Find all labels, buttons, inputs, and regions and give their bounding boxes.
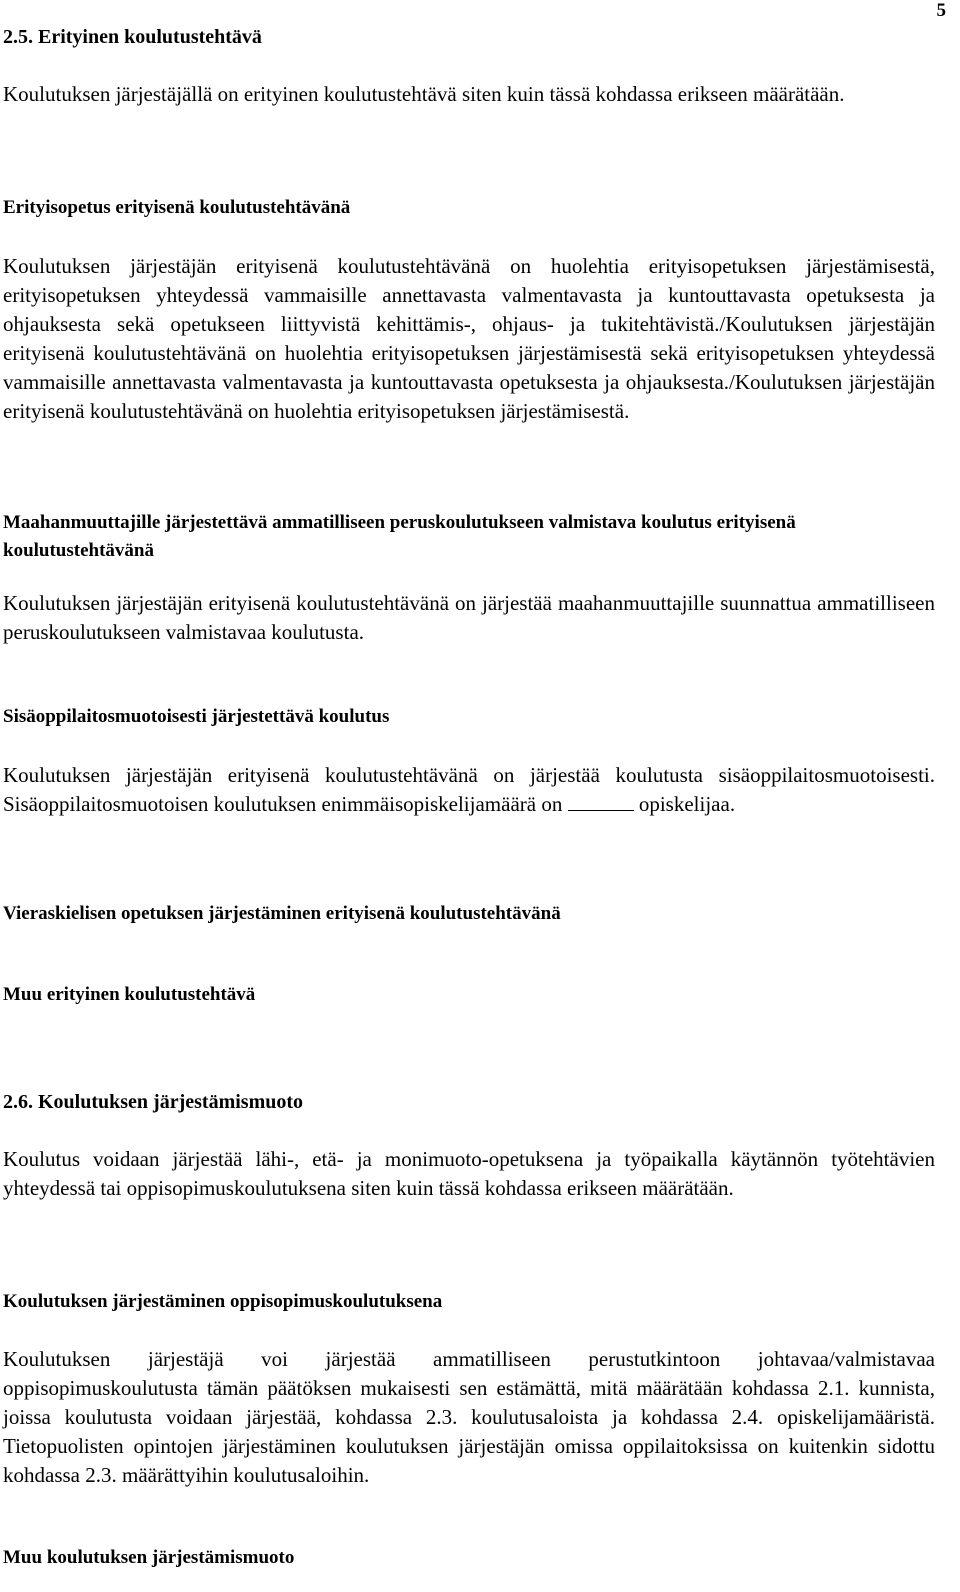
erityisopetus-text: Koulutuksen järjestäjän erityisenä koulutustehtävänä on huolehtia erityisopetuksen järjestämisestä, erityisopetuksen yhteydessä vammaisille annettavasta valmentavasta ja kuntouttavasta opetuksesta ja ohjauksesta sekä opetukseen liittyvistä kehittämis-, ohjaus- ja tukitehtävistä./Koulutuksen järjestäjän erityisenä koulutustehtävänä on huolehtia erityisopetuksen järjestämisestä sekä erityisopetuksen yhteydessä vammaisille annettavasta valmentavasta ja kuntouttavasta opetuksesta ja ohjauksesta./Koulutuksen järjestäjän erityisenä koulutustehtävänä on huolehtia erityisopetuksen järjestämisestä. <box>3 254 935 423</box>
section-2-6-text: Koulutus voidaan järjestää lähi-, etä- ja monimuoto-opetuksena ja työpaikalla käytännön työtehtävien yhteydessä tai oppisopimuskoulutuksena siten kuin tässä kohdassa erikseen määrätään. <box>3 1147 935 1200</box>
erityisopetus-heading: Erityisopetus erityisenä koulutustehtävänä <box>3 197 351 218</box>
oppisopimus-text: Koulutuksen järjestäjä voi järjestää ammatilliseen perustutkintoon johtavaa/valmistavaa oppisopimuskoulutusta tämän päätöksen mukaisesti sen estämättä, mitä määrätään kohdassa 2.1. kunnista, joissa koulutusta voidaan järjestää, kohdassa 2.3. koulutusaloista ja kohdassa 2.4. opiskelijamääristä. Tietopuolisten opintojen järjestäminen koulutuksen järjestäjän omissa oppilaitoksissa on kuitenkin sidottu kohdassa 2.3. määrättyihin koulutusaloihin. <box>3 1347 935 1487</box>
sisaoppilaitos-heading: Sisäoppilaitosmuotoisesti järjestettävä koulutus <box>3 706 390 727</box>
sisaoppilaitos-text-start: Koulutuksen järjestäjän erityisenä koulutustehtävänä on järjestää koulutusta sisäoppilaitosmuotoisesti. Sisäoppilaitosmuotoisen koulutuksen enimmäisopiskelijamäärä on <box>3 763 935 816</box>
section-2-6-heading: 2.6. Koulutuksen järjestämismuoto <box>3 1091 304 1113</box>
muu-jarjestamismuoto-heading: Muu koulutuksen järjestämismuoto <box>3 1547 295 1568</box>
muu-erityinen-heading: Muu erityinen koulutustehtävä <box>3 984 256 1005</box>
oppisopimus-heading: Koulutuksen järjestäminen oppisopimuskoulutuksena <box>3 1291 443 1312</box>
maahanmuuttajat-text: Koulutuksen järjestäjän erityisenä koulutustehtävänä on järjestää maahanmuuttajille suunnattua ammatilliseen peruskoulutukseen valmistavaa koulutusta. <box>3 591 935 644</box>
student-count-blank <box>568 792 634 811</box>
section-2-5-heading: 2.5. Erityinen koulutustehtävä <box>3 26 262 48</box>
page-number: 5 <box>936 0 946 21</box>
maahanmuuttajat-heading: Maahanmuuttajille järjestettävä ammatilliseen peruskoulutukseen valmistava koulutus erityisenä koulutustehtävänä <box>3 512 796 561</box>
vieraskielinen-heading: Vieraskielisen opetuksen järjestäminen erityisenä koulutustehtävänä <box>3 903 561 924</box>
section-2-5-intro: Koulutuksen järjestäjällä on erityinen koulutustehtävä siten kuin tässä kohdassa erikseen määrätään. <box>3 82 845 106</box>
sisaoppilaitos-text-end: opiskelijaa. <box>638 792 736 816</box>
sisaoppilaitos-text <box>3 761 935 819</box>
